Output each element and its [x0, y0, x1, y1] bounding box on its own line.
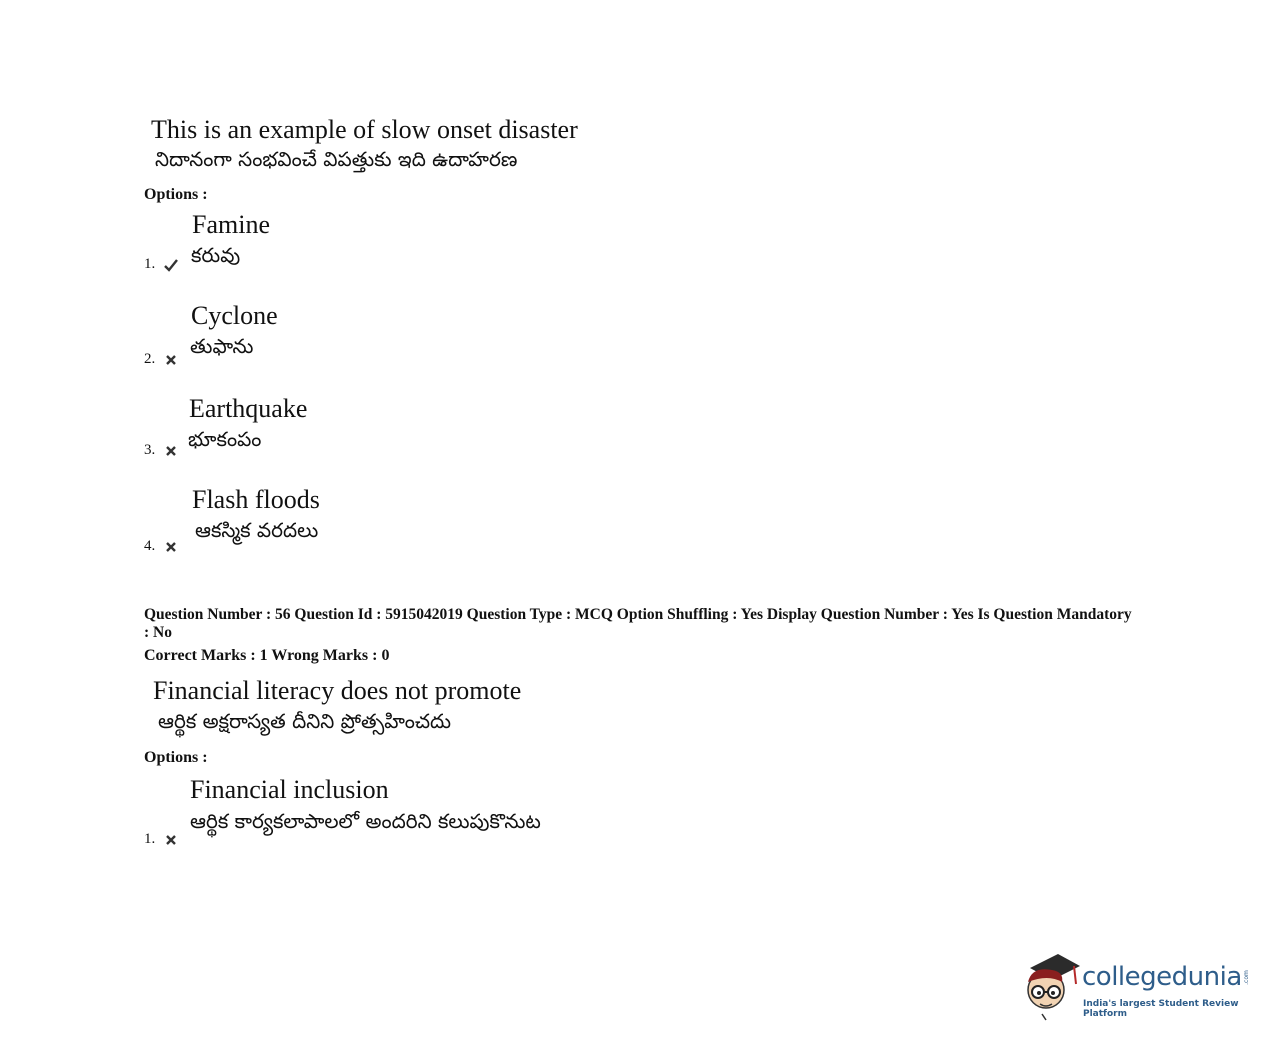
options-label: Options : — [144, 749, 208, 766]
collegedunia-logo — [1022, 952, 1254, 1022]
option-number: 3. — [144, 442, 156, 458]
option-2-text-te: తుఫాను — [190, 334, 254, 358]
option-number: 4. — [144, 538, 156, 554]
option-3-text-en: Earthquake — [189, 394, 308, 423]
option-4-text-en: Flash floods — [192, 485, 320, 514]
option-4-text-te: ఆకస్మిక వరదలు — [195, 518, 319, 542]
option-3-number — [144, 442, 179, 458]
option-number: 1. — [144, 256, 156, 272]
question-text-te: ఆర్థిక అక్షరాస్యత దీనిని ప్రోత్సహించదు — [158, 709, 452, 733]
option-number: 2. — [144, 351, 156, 367]
cross-icon — [163, 353, 179, 367]
option-1-text-en: Famine — [192, 210, 270, 239]
logo-com: .com — [1242, 970, 1250, 985]
option-4-number — [144, 538, 179, 554]
option-1-text-te: కరువు — [191, 243, 241, 267]
option-number: 1. — [144, 831, 156, 847]
options-label: Options : — [144, 186, 208, 203]
option-1-number — [144, 256, 179, 272]
option-2-text-en: Cyclone — [191, 301, 278, 330]
option-3-text-te: భూకంపం — [188, 427, 262, 451]
cross-icon — [163, 540, 179, 554]
cross-icon — [163, 444, 179, 458]
mascot-icon — [1022, 952, 1080, 1022]
question-meta: Question Number : 56 Question Id : 5915042019 Question Type : MCQ Option Shuffling : Yes Display Question Number : Yes Is Question Mandatory : No — [144, 606, 1132, 641]
check-icon — [163, 258, 179, 272]
option-1-text-te: ఆర్థిక కార్యకలాపాలలో అందరిని కలుపుకొనుట — [190, 809, 541, 833]
logo-tagline: India's largest Student Review Platform — [1083, 999, 1239, 1019]
option-1-number — [144, 831, 179, 847]
question-text-en: Financial literacy does not promote — [153, 676, 522, 705]
option-2-number — [144, 351, 179, 367]
option-1-text-en: Financial inclusion — [190, 775, 389, 804]
cross-icon — [163, 833, 179, 847]
logo-wordmark: collegedunia — [1082, 962, 1242, 992]
marks-info: Correct Marks : 1 Wrong Marks : 0 — [144, 647, 390, 664]
question-text-te: నిదానంగా సంభవించే విపత్తుకు ఇది ఉదాహరణ — [155, 147, 518, 171]
question-text-en: This is an example of slow onset disaster — [151, 115, 578, 144]
